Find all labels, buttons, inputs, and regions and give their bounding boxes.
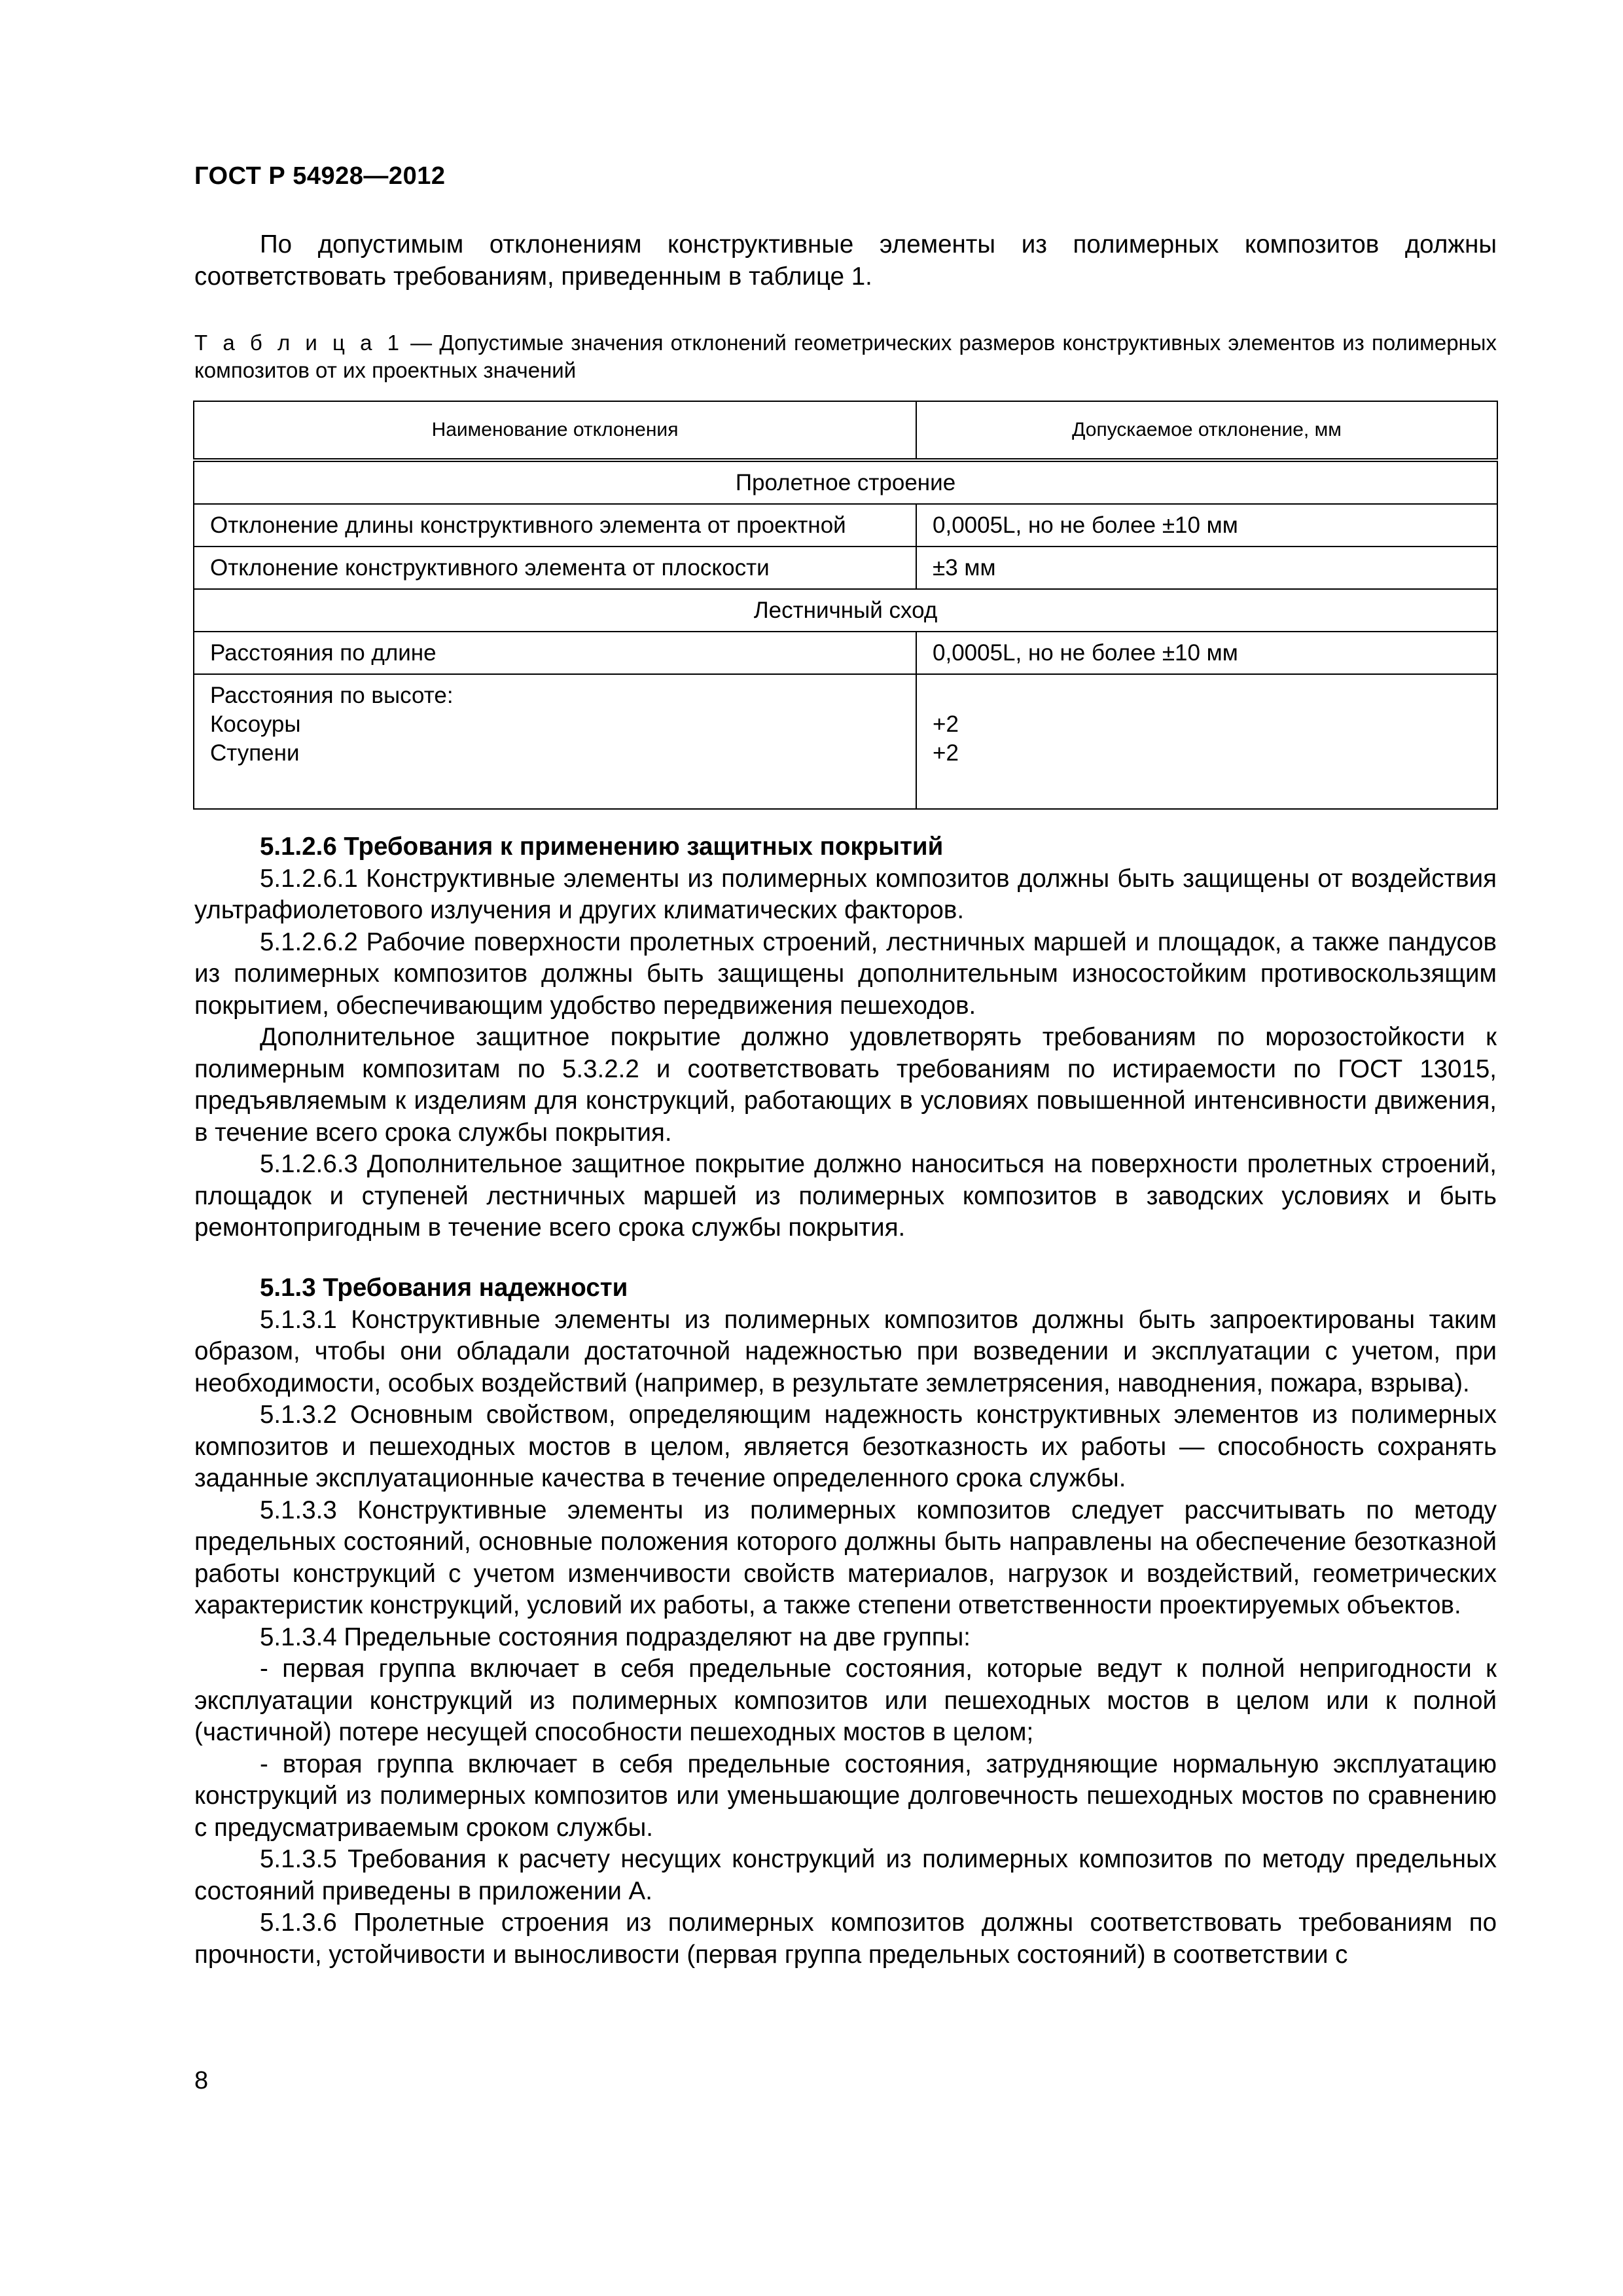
paragraph: 5.1.3.4 Предельные состояния подразделяют на две группы: (260, 1623, 971, 1651)
multi-item: Ступени (210, 740, 300, 766)
multi-item: Косоуры (210, 711, 301, 737)
row-value-cell: ±3 мм (916, 547, 1497, 589)
row-name-cell: Отклонение конструктивного элемента от плоскости (194, 547, 916, 589)
paragraph: - первая группа включает в себя предельные состояния, которые ведут к полной непригодности к эксплуатации конструкций из полимерных композитов или пешеходных мостов в целом или к полной (частичной) потере несущей способности пешеходных мостов в целом; (194, 1655, 1497, 1746)
paragraph: 5.1.3.3 Конструктивные элементы из полимерных композитов следует рассчитывать по методу предельных состояний, основные положения которого должны быть направлены на обеспечение безотказной работы конструкций с учетом изменчивости свойств материалов, нагрузок и воздействий, геометрических характеристик конструкций, условий их работы, а также степени ответственности проектируемых объектов. (194, 1496, 1497, 1619)
table-row-multiline (194, 674, 1497, 809)
column-header-name: Наименование отклонения (194, 401, 916, 460)
row-value-cell (916, 674, 1497, 809)
page-number: 8 (194, 2067, 209, 2094)
document-header: ГОСТ Р 54928—2012 (194, 162, 446, 190)
table-row (194, 547, 1497, 589)
intro-block (194, 229, 1497, 293)
paragraph: - вторая группа включает в себя предельные состояния, затрудняющие нормальную эксплуатацию конструкций из полимерных композитов или уменьшающие долговечность пешеходных мостов по сравнению с предусматриваемым сроком службы. (194, 1749, 1497, 1842)
paragraph: 5.1.3.1 Конструктивные элементы из полимерных композитов должны быть запроектированы таким образом, чтобы они обладали достаточной надежностью при возведении и эксплуатации с учетом, при необходимости, особых воздействий (например, в результате землетрясения, наводнения, пожара, взрыва). (194, 1305, 1497, 1397)
section-title-stair: Лестничный сход (194, 589, 1497, 632)
row-name-cell (194, 674, 916, 809)
row-name-cell: Отклонение длины конструктивного элемента от проектной (194, 504, 916, 547)
table-caption (194, 329, 1497, 384)
row-value-cell: 0,0005L, но не более ±10 мм (916, 632, 1497, 674)
paragraph: 5.1.3.6 Пролетные строения из полимерных композитов должны соответствовать требованиям по прочности, устойчивости и выносливости (первая группа предельных состояний) в соответствии с (194, 1909, 1497, 1969)
intro-paragraph: По допустимым отклонениям конструктивные элементы из полимерных композитов должны соответствовать требованиям, приведенным в таблице 1. (194, 230, 1497, 291)
paragraph: Дополнительное защитное покрытие должно удовлетворять требованиям по морозостойкости к полимерным композитам по 5.3.2.2 и соответствовать требованиям по истираемости по ГОСТ 13015, предъявляемым к изделиям для конструкций, работающих в условиях повышенной интенсивности движения, в течение всего срока службы покрытия. (194, 1023, 1497, 1147)
table-section-row (194, 460, 1497, 504)
deviation-table (193, 401, 1498, 810)
multi-value: +2 (933, 711, 959, 737)
table-row (194, 632, 1497, 674)
paragraph: 5.1.3.2 Основным свойством, определяющим надежность конструктивных элементов из полимерных композитов и пешеходных мостов в целом, является безотказность их работы — способность сохранять заданные эксплуатационные качества в течение определенного срока службы. (194, 1401, 1497, 1492)
row-value-cell: 0,0005L, но не более ±10 мм (916, 504, 1497, 547)
section-heading: 5.1.3 Требования надежности (260, 1274, 628, 1302)
multi-value: +2 (933, 740, 959, 766)
section-title-span: Пролетное строение (194, 460, 1497, 504)
table-caption-text: — Допустимые значения отклонений геометрических размеров конструктивных элементов из полимерных композитов от их проектных значений (194, 331, 1497, 382)
table-caption-label: Т а б л и ц а 1 (194, 331, 403, 355)
section-513 (194, 1272, 1497, 1971)
section-5126 (194, 831, 1497, 1244)
table-header-row (194, 401, 1497, 460)
paragraph: 5.1.3.5 Требования к расчету несущих конструкций из полимерных композитов по методу предельных состояний приведены в приложении А. (194, 1845, 1497, 1905)
paragraph: 5.1.2.6.3 Дополнительное защитное покрытие должно наноситься на поверхности пролетных строений, площадок и ступеней лестничных маршей из полимерных композитов в заводских условиях и быть ремонтопригодным в течение всего срока службы покрытия. (194, 1150, 1497, 1242)
paragraph: 5.1.2.6.1 Конструктивные элементы из полимерных композитов должны быть защищены от воздействия ультрафиолетового излучения и других климатических факторов. (194, 864, 1497, 924)
multi-title: Расстояния по высоте: (210, 683, 454, 708)
row-name-cell: Расстояния по длине (194, 632, 916, 674)
section-heading: 5.1.2.6 Требования к применению защитных покрытий (260, 833, 944, 861)
paragraph: 5.1.2.6.2 Рабочие поверхности пролетных строений, лестничных маршей и площадок, а также пандусов из полимерных композитов должны быть защищены дополнительным износостойким противоскользящим покрытием, обеспечивающим удобство передвижения пешеходов. (194, 927, 1497, 1020)
table-row (194, 504, 1497, 547)
column-header-value: Допускаемое отклонение, мм (916, 401, 1497, 460)
table-section-row (194, 589, 1497, 632)
